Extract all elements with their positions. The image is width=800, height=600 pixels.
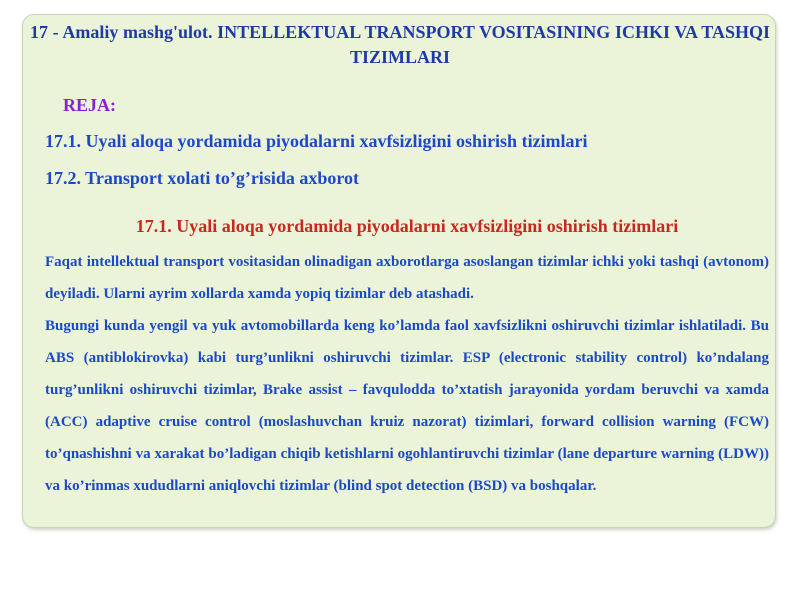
paragraph-2: Bugungi kunda yengil va yuk avtomobillarda keng ko’lamda faol xavfsizlikni oshiruvchi tizimlar ishlatiladi. Bu ABS (antiblokirovka) kabi turg’unlikni oshiruvchi tizimlar. ESP (electronic stability control) ko’ndalang turg’unlikni oshiruvchi tizimlar, Brake assist – favqulodda to’xtatish jarayonida yordam beruvchi va xamda (ACC) adaptive cruise control (moslashuvchan kruiz nazorat) tizimlari, forward collision warning (FCW) to’qnashishni va xarakat bo’ladigan chiqib ketishlarni ogohlantiruvchi tizimlar (lane departure warning (LDW)) va ko’rinmas xududlarni aniqlovchi tizimlar (blind spot detection (BSD) va boshqalar. <box>45 318 769 494</box>
plan-item-2: 17.2. Transport xolati to’g’risida axborot <box>45 168 359 188</box>
section-heading: 17.1. Uyali aloqa yordamida piyodalarni xavfsizligini oshirish tizimlari <box>135 216 679 236</box>
paragraph-1: Faqat intellektual transport vositasidan olinadigan axborotlarga asoslangan tizimlar ichki yoki tashqi (avtonom) deyiladi. Ularni ayrim xollarda xamda yopiq tizimlar deb atashadi. <box>45 254 769 302</box>
plan-item-1: 17.1. Uyali aloqa yordamida piyodalarni xavfsizligini oshirish tizimlari <box>45 131 588 151</box>
plan-label: REJA: <box>63 95 116 115</box>
slide-title: 17 - Amaliy mashg'ulot. INTELLEKTUAL TRANSPORT VOSITASINING ICHKI VA TASHQI TIZIMLARI <box>30 22 770 67</box>
